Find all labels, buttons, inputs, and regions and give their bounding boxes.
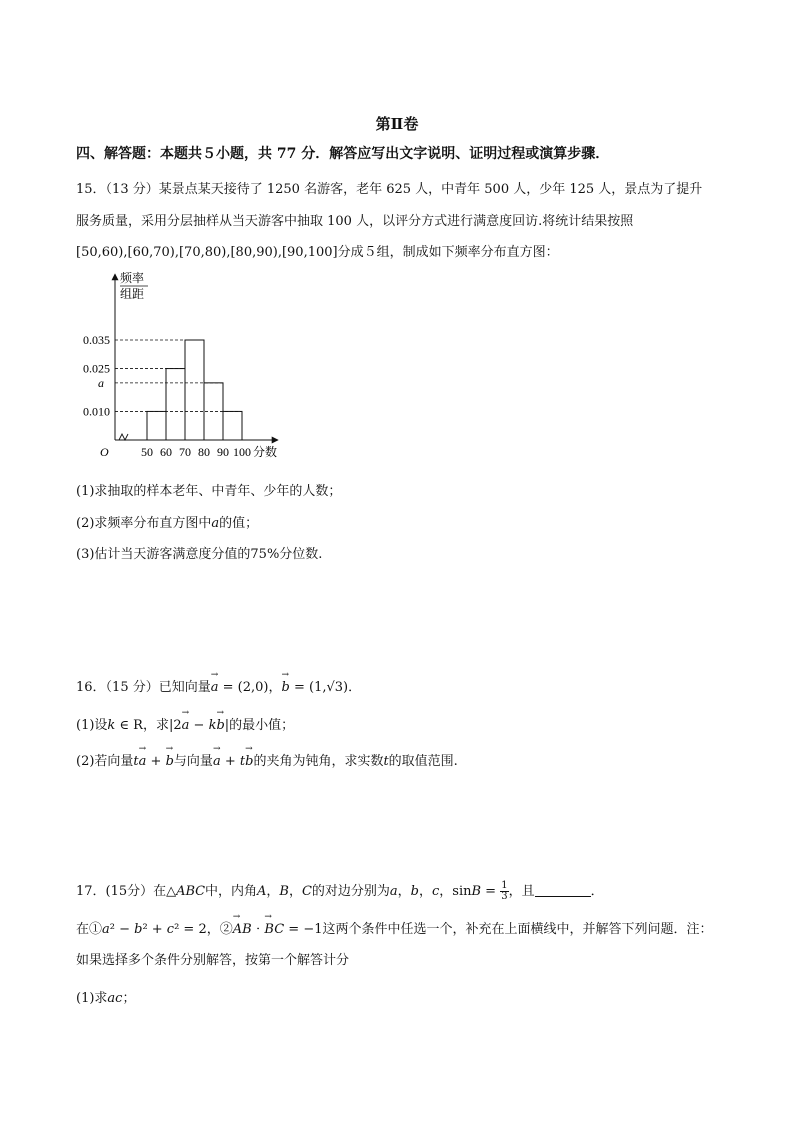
y-label-denominator: 组距 [120, 287, 145, 301]
fraction-one-third [500, 881, 508, 902]
q15-stem-line-1: 15．（13 分）某景点某天接待了 1250 名游客，老年 625 人，中青年 500 人，少年 125 人，景点为了提升 [76, 182, 703, 197]
q16-part-2-text: (2)若向量 [76, 754, 134, 769]
x-tick-label: 60 [160, 445, 172, 459]
frequency-histogram [60, 262, 300, 467]
q16-stem: 16．（15 分）已知向量→ a = (2,0)，→ b = (1,√3)． [76, 676, 361, 695]
q15-stem-line-2: 服务质量，采用分层抽样从当天游客中抽取 100 人，以评分方式进行满意度回访.将统计结果按照 [76, 214, 634, 229]
q17-note: 如果选择多个条件分别解答，按第一个解答计分 [76, 953, 350, 968]
x-tick-label: 90 [217, 445, 229, 459]
q16-part-2-middle: 与向量 [173, 754, 213, 769]
q17-condition-line: 在①𝑎² − 𝑏² + 𝑐² = 2，②→ AB ⋅ → BC = −1这两个条件中任选一个，补充在上面横线中，并解答下列问题．注： [76, 918, 713, 937]
q17-stem-text: 17．(15分）在△𝐴𝐵𝐶中，内角𝐴，𝐵，𝐶的对边分别为𝑎，𝑏，𝑐，sin𝐵 = [76, 884, 497, 899]
x-tick-label: 50 [141, 445, 153, 459]
origin-label: O [100, 445, 109, 459]
x-tick-label: 100 [233, 445, 251, 459]
x-tick-label: 80 [198, 445, 210, 459]
q15-stem-line-3: [50,60),[60,70),[70,80),[80,90),[90,100]分成５组，制成如下频率分布直方图： [76, 245, 559, 260]
q15-part-3: (3)估计当天游客满意度分值的75%分位数. [76, 547, 323, 562]
vector-b-value: (1,√3) [309, 680, 349, 695]
x-tick-label: 70 [179, 445, 191, 459]
vector-a-value: (2,0) [237, 680, 269, 695]
section-instructions: 四、解答题：本题共５小题，共 77 分．解答应写出文字说明、证明过程或演算步骤． [76, 146, 610, 162]
q16-part-1 [76, 714, 294, 733]
dot-operator: ⋅ [251, 922, 265, 937]
section-title: 第Ⅱ卷 [375, 115, 419, 133]
dot-result: = −1 [284, 922, 323, 937]
histogram-bar [166, 369, 185, 440]
answer-blank [535, 884, 591, 897]
y-tick-a: a [98, 375, 104, 390]
axis-break-mark [119, 434, 128, 440]
q16-stem-text: 16．（15 分）已知向量 [76, 680, 211, 695]
histogram-bar [185, 340, 204, 440]
y-tick-label: 0.035 [83, 333, 110, 347]
q17-part-1: (1)求𝑎𝑐； [76, 991, 136, 1006]
y-label-numerator: 频率 [120, 271, 145, 285]
q16-part-2: (2)若向量t→ a + → b与向量→ a + t→ b的夹角为钝角，求实数𝑡的取值范围. [76, 750, 458, 769]
q15-part-2: (2)求频率分布直方图中𝑎的值； [76, 516, 259, 531]
x-axis-label: 分数 [253, 445, 278, 459]
q17-stem-suffix: ，且 [508, 884, 535, 899]
q16-part-1-text: (1)设𝑘 ∈ R，求 [76, 718, 169, 733]
y-tick-label: 0.025 [83, 361, 110, 376]
q17-stem [76, 880, 604, 902]
abs-expression: |2→ a − k→ b| [169, 718, 229, 733]
q17-condition-text: 在①𝑎² − 𝑏² + 𝑐² = 2，② [76, 922, 233, 937]
y-tick-label: 0.010 [83, 404, 110, 419]
fraction-denominator: 3 [501, 891, 508, 902]
q17-stem-end: ． [590, 884, 604, 899]
histogram-bar [223, 411, 242, 440]
fraction-numerator: 1 [501, 880, 508, 891]
q16-part-1-suffix: 的最小值； [229, 718, 295, 733]
histogram-bar [147, 411, 166, 440]
q16-part-2-suffix: 的夹角为钝角，求实数𝑡的取值范围. [253, 754, 458, 769]
q15-part-1: (1)求抽取的样本老年、中青年、少年的人数； [76, 484, 342, 499]
q17-condition-suffix: 这两个条件中任选一个，补充在上面横线中，并解答下列问题．注： [322, 922, 713, 937]
